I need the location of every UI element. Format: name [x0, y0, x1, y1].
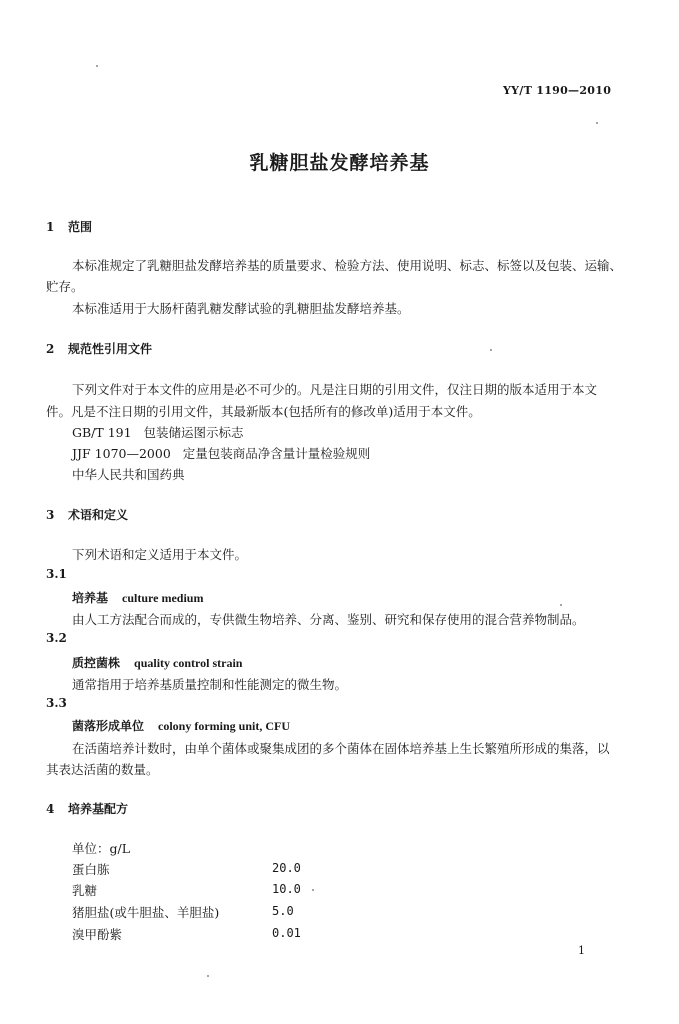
ingredient-name: 猪胆盐(或牛胆盐、羊胆盐) [72, 905, 220, 920]
section-number: 4 [46, 802, 55, 816]
term-definition-line-1: 在活菌培养计数时，由单个菌体或聚集成团的多个菌体在固体培养基上生长繁殖所形成的集落，以 [72, 741, 610, 756]
scan-speck [312, 889, 314, 891]
term-en: quality control strain [134, 656, 243, 670]
page-number: 1 [578, 944, 585, 957]
section-1-heading [46, 218, 92, 235]
section-2-paragraph-line-2: 件。凡是不注日期的引用文件，其最新版本(包括所有的修改单)适用于本文件。 [46, 404, 481, 419]
reference-name: 包装储运图示标志 [143, 425, 244, 440]
reference-item [72, 423, 244, 441]
reference-item [72, 444, 370, 462]
ingredient-value: 5.0 [272, 904, 294, 918]
ingredient-value: 0.01 [272, 926, 301, 940]
ingredient-name: 蛋白胨 [72, 862, 110, 877]
section-title: 范围 [68, 220, 93, 234]
term-en: culture medium [122, 591, 204, 605]
scan-speck [490, 349, 492, 351]
ingredient-value: 20.0 [272, 861, 301, 875]
section-3-intro: 下列术语和定义适用于本文件。 [72, 547, 248, 562]
term-definition: 通常指用于培养基质量控制和性能测定的微生物。 [72, 677, 348, 692]
reference-name: 定量包装商品净含量计量检验规则 [182, 446, 371, 461]
section-title: 术语和定义 [68, 508, 129, 522]
unit-label: 单位：g/L [72, 841, 131, 856]
section-number: 2 [46, 342, 55, 356]
section-1-paragraph-2: 本标准适用于大肠杆菌乳糖发酵试验的乳糖胆盐发酵培养基。 [72, 301, 410, 316]
scan-speck [207, 975, 209, 977]
section-1-paragraph-1-line-2: 贮存。 [46, 279, 84, 294]
scan-speck [560, 604, 562, 606]
reference-code: JJF 1070—2000 [72, 446, 171, 461]
section-title: 培养基配方 [68, 802, 129, 816]
section-number: 1 [46, 220, 55, 234]
standard-number: YY/T 1190—2010 [503, 84, 612, 97]
reference-code: GB/T 191 [72, 425, 132, 440]
term-number: 3.3 [46, 696, 67, 710]
section-2-heading [46, 340, 152, 357]
term-heading [72, 654, 242, 671]
ingredient-value: 10.0 [272, 882, 301, 896]
term-zh: 培养基 [72, 591, 109, 605]
ingredient-name: 溴甲酚紫 [72, 927, 123, 942]
page-title: 乳糖胆盐发酵培养基 [249, 152, 430, 174]
section-4-heading [46, 800, 128, 817]
term-heading [72, 589, 203, 606]
section-number: 3 [46, 508, 55, 522]
term-en: colony forming unit, CFU [158, 719, 291, 733]
reference-name: 中华人民共和国药典 [72, 467, 185, 482]
term-definition-line-2: 其表达活菌的数量。 [46, 762, 159, 777]
section-3-heading [46, 506, 128, 523]
scan-speck [96, 65, 98, 67]
term-number: 3.2 [46, 631, 67, 645]
term-heading [72, 717, 290, 734]
term-definition: 由人工方法配合而成的，专供微生物培养、分离、鉴别、研究和保存使用的混合营养物制品。 [72, 612, 585, 627]
ingredient-name: 乳糖 [72, 883, 98, 898]
term-number: 3.1 [46, 567, 67, 581]
section-title: 规范性引用文件 [68, 342, 153, 356]
term-zh: 质控菌株 [72, 656, 121, 670]
reference-item [72, 465, 185, 483]
scan-speck [596, 122, 598, 124]
section-2-paragraph-line-1: 下列文件对于本文件的应用是必不可少的。凡是注日期的引用文件，仅注日期的版本适用于本文 [72, 382, 598, 397]
section-1-paragraph-1-line-1: 本标准规定了乳糖胆盐发酵培养基的质量要求、检验方法、使用说明、标志、标签以及包装、运输、 [72, 258, 623, 273]
term-zh: 菌落形成单位 [72, 719, 145, 733]
